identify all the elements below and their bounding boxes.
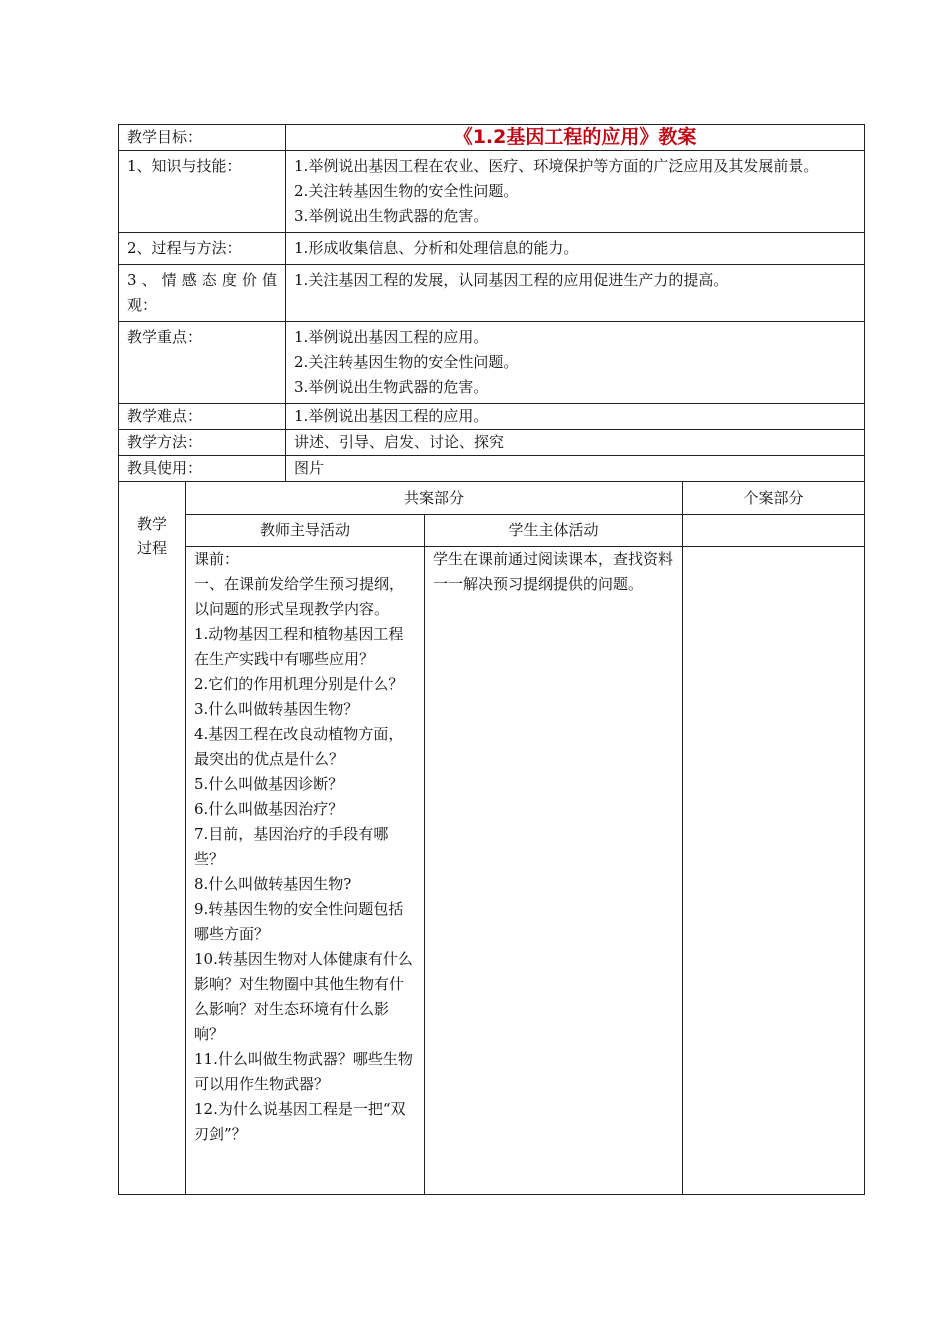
process-label: 2、过程与方法： (119, 233, 286, 265)
individual-section-header: 个案部分 (683, 482, 865, 515)
teacher-line: 3.什么叫做转基因生物？ (194, 700, 359, 718)
tools-row (119, 456, 865, 482)
teacher-activity-content (186, 547, 425, 1195)
teacher-line: 12.为什么说基因工程是一把“双刃剑”？ (194, 1100, 406, 1143)
process-content: 1.形成收集信息、分析和处理信息的能力。 (286, 233, 865, 265)
key-point-item: 2.关注转基因生物的安全性问题。 (294, 353, 519, 371)
teacher-line: 2.它们的作用机理分别是什么？ (194, 675, 404, 693)
method-label: 教学方法： (119, 430, 286, 456)
teacher-line: 4.基因工程在改良动植物方面，最突出的优点是什么？ (194, 725, 404, 768)
difficulty-row (119, 404, 865, 430)
emotion-label (119, 265, 286, 322)
process-section-label-line: 过程 (136, 539, 167, 557)
teacher-line: 5.什么叫做基因诊断？ (194, 775, 344, 793)
knowledge-item: 3.举例说出生物武器的危害。 (294, 207, 489, 225)
document-title: 《1.2基因工程的应用》教案 (286, 125, 865, 151)
method-content: 讲述、引导、启发、讨论、探究 (286, 430, 865, 456)
student-activity-header: 学生主体活动 (425, 515, 683, 547)
method-row (119, 430, 865, 456)
difficulty-label: 教学难点： (119, 404, 286, 430)
tools-content: 图片 (286, 456, 865, 482)
teacher-line: 11.什么叫做生物武器？哪些生物可以用作生物武器？ (194, 1050, 413, 1093)
activity-header-row (119, 515, 865, 547)
knowledge-row (119, 151, 865, 233)
difficulty-content: 1.举例说出基因工程的应用。 (286, 404, 865, 430)
process-section-label (119, 482, 186, 1195)
teacher-line: 一、在课前发给学生预习提纲，以问题的形式呈现教学内容。 (194, 575, 405, 618)
key-point-item: 3.举例说出生物武器的危害。 (294, 378, 489, 396)
lesson-plan-table (118, 124, 865, 1195)
knowledge-content (286, 151, 865, 233)
knowledge-item: 2.关注转基因生物的安全性问题。 (294, 182, 519, 200)
teacher-line: 7.目前，基因治疗的手段有哪些？ (194, 825, 389, 868)
emotion-row (119, 265, 865, 322)
shared-section-header: 共案部分 (186, 482, 683, 515)
process-section-header-row (119, 482, 865, 515)
key-point-item: 1.举例说出基因工程的应用。 (294, 328, 489, 346)
individual-header-blank (683, 515, 865, 547)
individual-content-blank (683, 547, 865, 1195)
activity-content-row (119, 547, 865, 1195)
tools-label: 教具使用： (119, 456, 286, 482)
teacher-activity-header: 教师主导活动 (186, 515, 425, 547)
key-points-label: 教学重点： (119, 322, 286, 404)
emotion-label-line: 观： (127, 296, 158, 314)
teacher-line: 9.转基因生物的安全性问题包括哪些方面？ (194, 900, 404, 943)
teacher-line: 8.什么叫做转基因生物? (194, 875, 352, 893)
teacher-line: 课前： (194, 550, 240, 568)
process-row (119, 233, 865, 265)
emotion-label-line: 3、情感态度价值 (127, 271, 278, 289)
key-points-row (119, 322, 865, 404)
teacher-line: 1.动物基因工程和植物基因工程在生产实践中有哪些应用？ (194, 625, 404, 668)
teacher-line: 10.转基因生物对人体健康有什么影响？对生物圈中其他生物有什么影响？对生态环境有什么影响？ (194, 950, 413, 1043)
teacher-line: 6.什么叫做基因治疗？ (194, 800, 344, 818)
knowledge-label: 1、知识与技能： (119, 151, 286, 233)
emotion-content: 1.关注基因工程的发展，认同基因工程的应用促进生产力的提高。 (286, 265, 865, 322)
process-section-label-line: 教学 (136, 515, 167, 533)
header-row (119, 125, 865, 151)
objectives-label: 教学目标： (119, 125, 286, 151)
knowledge-item: 1.举例说出基因工程在农业、医疗、环境保护等方面的广泛应用及其发展前景。 (294, 157, 819, 175)
student-activity-content: 学生在课前通过阅读课本，查找资料一一解决预习提纲提供的问题。 (425, 547, 683, 1195)
key-points-content (286, 322, 865, 404)
